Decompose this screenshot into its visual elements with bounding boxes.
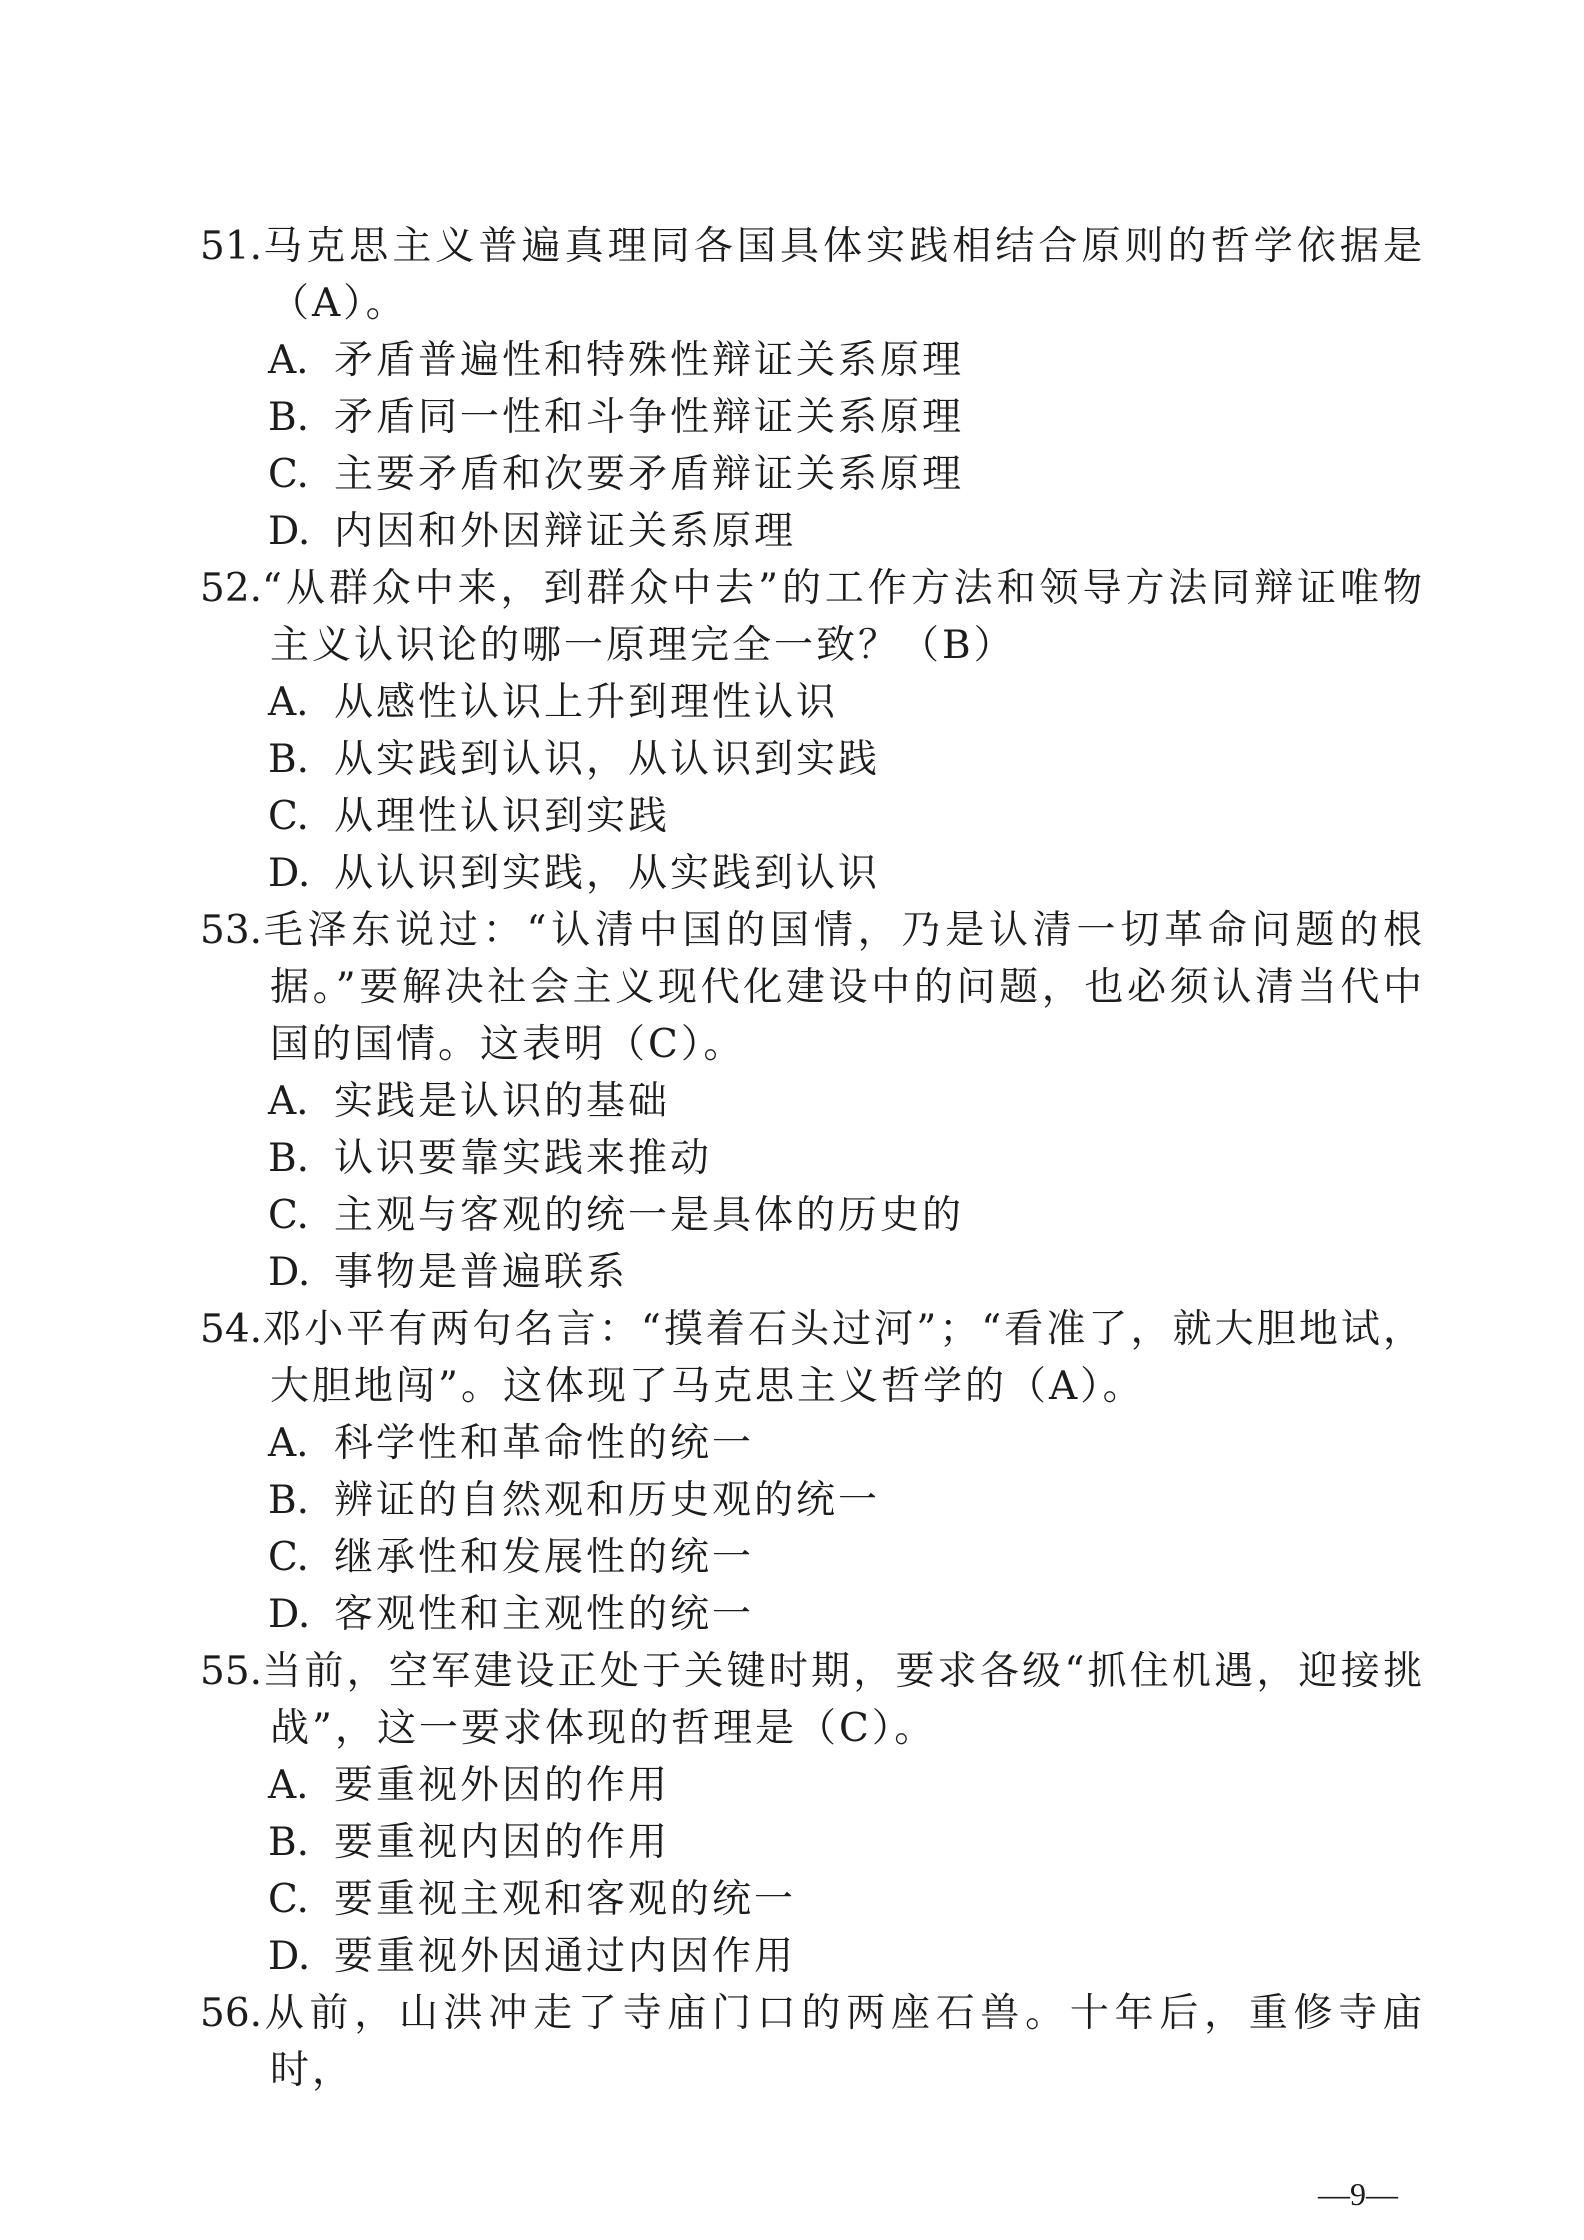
option-label: A.	[268, 1763, 309, 1808]
option-text: 辨证的自然观和历史观的统一	[334, 1478, 881, 1523]
option-text: 从认识到实践，从实践到认识	[334, 851, 881, 896]
option-label: C.	[268, 1193, 309, 1238]
option-label: C.	[268, 794, 309, 839]
option-label: D.	[268, 1250, 311, 1295]
question-number: 54.	[200, 1307, 263, 1352]
option-text: 客观性和主观性的统一	[334, 1592, 755, 1637]
option-label: C.	[268, 1877, 309, 1922]
question-stem: “从群众中来，到群众中去”的工作方法和领导方法同辩证唯物主义认识论的哪一原理完全一致？（B）	[262, 566, 1425, 668]
option-c	[200, 446, 1425, 503]
option-text: 科学性和革命性的统一	[334, 1421, 755, 1466]
option-label: D.	[268, 851, 311, 896]
question-text	[200, 1643, 1425, 1757]
question-text	[200, 560, 1425, 674]
option-text: 从实践到认识，从认识到实践	[334, 737, 881, 782]
option-label: D.	[268, 1934, 311, 1979]
question-54	[200, 1301, 1425, 1643]
question-stem: 毛泽东说过：“认清中国的国情，乃是认清一切革命问题的根据。”要解决社会主义现代化建设中的问题，也必须认清当代中国的国情。这表明（C）。	[262, 908, 1425, 1067]
option-text: 要重视外因通过内因作用	[334, 1934, 797, 1979]
question-stem: 当前，空军建设正处于关键时期，要求各级“抓住机遇，迎接挑战”，这一要求体现的哲理是（C）。	[262, 1649, 1425, 1751]
option-b	[200, 1814, 1425, 1871]
option-text: 要重视内因的作用	[334, 1820, 671, 1865]
question-number: 55.	[200, 1649, 263, 1694]
option-list	[200, 674, 1425, 902]
option-text: 实践是认识的基础	[334, 1079, 671, 1124]
option-label: D.	[268, 509, 311, 554]
option-a	[200, 674, 1425, 731]
option-text: 继承性和发展性的统一	[334, 1535, 755, 1580]
option-d	[200, 1244, 1425, 1301]
question-text	[200, 218, 1425, 332]
option-text: 要重视主观和客观的统一	[334, 1877, 797, 1922]
option-text: 主观与客观的统一是具体的历史的	[334, 1193, 965, 1238]
option-b	[200, 1130, 1425, 1187]
option-text: 从感性认识上升到理性认识	[334, 680, 839, 725]
option-list	[200, 332, 1425, 560]
page-number: —9—	[1318, 2176, 1398, 2212]
option-label: A.	[268, 680, 309, 725]
option-list	[200, 1073, 1425, 1301]
question-number: 56.	[200, 1991, 263, 2036]
option-label: B.	[268, 737, 310, 782]
question-stem: 马克思主义普遍真理同各国具体实践相结合原则的哲学依据是（A）。	[262, 224, 1425, 326]
question-51	[200, 218, 1425, 560]
option-d	[200, 1928, 1425, 1985]
option-label: A.	[268, 1421, 309, 1466]
option-b	[200, 389, 1425, 446]
option-a	[200, 332, 1425, 389]
option-text: 主要矛盾和次要矛盾辩证关系原理	[334, 452, 965, 497]
option-label: C.	[268, 1535, 309, 1580]
question-stem: 邓小平有两句名言：“摸着石头过河”；“看准了，就大胆地试，大胆地闯”。这体现了马克思主义哲学的（A）。	[262, 1307, 1425, 1409]
option-c	[200, 788, 1425, 845]
option-d	[200, 845, 1425, 902]
option-a	[200, 1415, 1425, 1472]
option-d	[200, 503, 1425, 560]
option-label: C.	[268, 452, 309, 497]
question-number: 51.	[200, 224, 263, 269]
option-label: A.	[268, 1079, 309, 1124]
question-52	[200, 560, 1425, 902]
question-56	[200, 1985, 1425, 2099]
question-text	[200, 1301, 1425, 1415]
option-text: 内因和外因辩证关系原理	[334, 509, 797, 554]
option-text: 矛盾同一性和斗争性辩证关系原理	[334, 395, 965, 440]
option-label: B.	[268, 1820, 310, 1865]
option-b	[200, 1472, 1425, 1529]
option-label: D.	[268, 1592, 311, 1637]
option-a	[200, 1757, 1425, 1814]
option-text: 从理性认识到实践	[334, 794, 671, 839]
option-list	[200, 1757, 1425, 1985]
question-text	[200, 902, 1425, 1073]
option-text: 矛盾普遍性和特殊性辩证关系原理	[334, 338, 965, 383]
option-a	[200, 1073, 1425, 1130]
option-c	[200, 1529, 1425, 1586]
option-label: B.	[268, 1136, 310, 1181]
question-text	[200, 1985, 1425, 2099]
option-d	[200, 1586, 1425, 1643]
question-number: 52.	[200, 566, 263, 611]
question-number: 53.	[200, 908, 263, 953]
option-text: 认识要靠实践来推动	[334, 1136, 713, 1181]
option-label: A.	[268, 338, 309, 383]
question-55	[200, 1643, 1425, 1985]
option-text: 要重视外因的作用	[334, 1763, 671, 1808]
option-c	[200, 1871, 1425, 1928]
question-list	[200, 218, 1425, 2099]
option-label: B.	[268, 1478, 310, 1523]
option-label: B.	[268, 395, 310, 440]
option-list	[200, 1415, 1425, 1643]
option-text: 事物是普遍联系	[334, 1250, 629, 1295]
option-c	[200, 1187, 1425, 1244]
option-b	[200, 731, 1425, 788]
question-53	[200, 902, 1425, 1301]
question-stem: 从前，山洪冲走了寺庙门口的两座石兽。十年后，重修寺庙时，	[262, 1991, 1425, 2093]
